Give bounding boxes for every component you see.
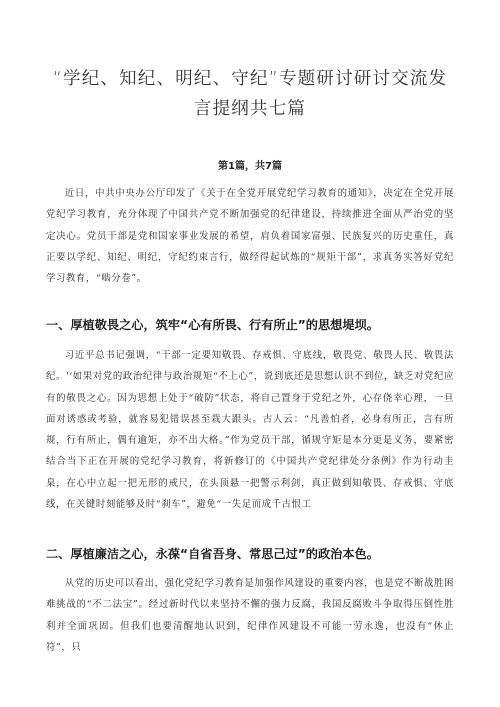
document-title: “学纪、知纪、明纪、守纪”专题研讨研讨交流发言提纲共七篇 [52,69,448,119]
paragraph-section-2: 从党的历史可以看出，强化党纪学习教育是加强作风建设的重要内容，也是党不断战胜困难挑战的“不二法宝”。经过新时代以来坚持不懈的强力反腐，我国反腐败斗争取得压倒性胜利并全面巩固。但我们也要清醒地认识到，纪律作风建设不可能一劳永逸，也没有“休止符”，只 [46,578,454,653]
section-heading-1: 一、厚植敬畏之心，筑牢“心有所畏、行有所止”的思想堤坝。 [46,318,379,332]
document-subtitle: 第1篇，共7篇 [218,161,282,172]
paragraph-intro: 近日，中共中央办公厅印发了《关于在全党开展党纪学习教育的通知》，决定在全党开展党纪学习教育，充分体现了中国共产党不断加强党的纪律建设，持续推进全面从严治党的坚定决心。党员干部是党和国家事业发展的希望，肩负着国家富强、民族复兴的历史重任，真正要以学纪、知纪、明纪，守纪约束言行，做经得起试炼的“规矩干部”，求真务实答好党纪学习教育，“啮分卷”。 [46,188,454,285]
section-heading-2: 二、厚植廉洁之心，永葆“自省吾身、常思己过”的政治本色。 [46,547,379,561]
paragraph-section-1: 习近平总书记强调，“干部一定要知敬畏、存戒惧、守底线，敬畏党、敬畏人民、敬畏法纪。'‘如果对党的政治纪律与政治规矩“不上心”，说到底还是思想认识不到位，缺乏对党纪应有的敬畏之心。因为思想上处于“破防”状态，将自己置身于党纪之外，心存侥幸心理，一旦面对诱惑或考验，就容易犯错误甚至栽大跟头。古人云：“凡善怕者，必身有所正，言有所规，行有所止，偶有逾矩，亦不出大格。”作为党员干部，循规守矩是本分更是义务，要紧密结合当下正在开展的党纪学习教育，将新修订的《中国共产党纪律处分条例》作为行动圭臬，在心中立起一把无形的戒尺，在头顶悬一把警示利剑，真正做到知敬畏、存戒惧、守底线，在关键时刻能够及时“刹车”，避免“一失足而成千古恨工 [46,350,454,511]
